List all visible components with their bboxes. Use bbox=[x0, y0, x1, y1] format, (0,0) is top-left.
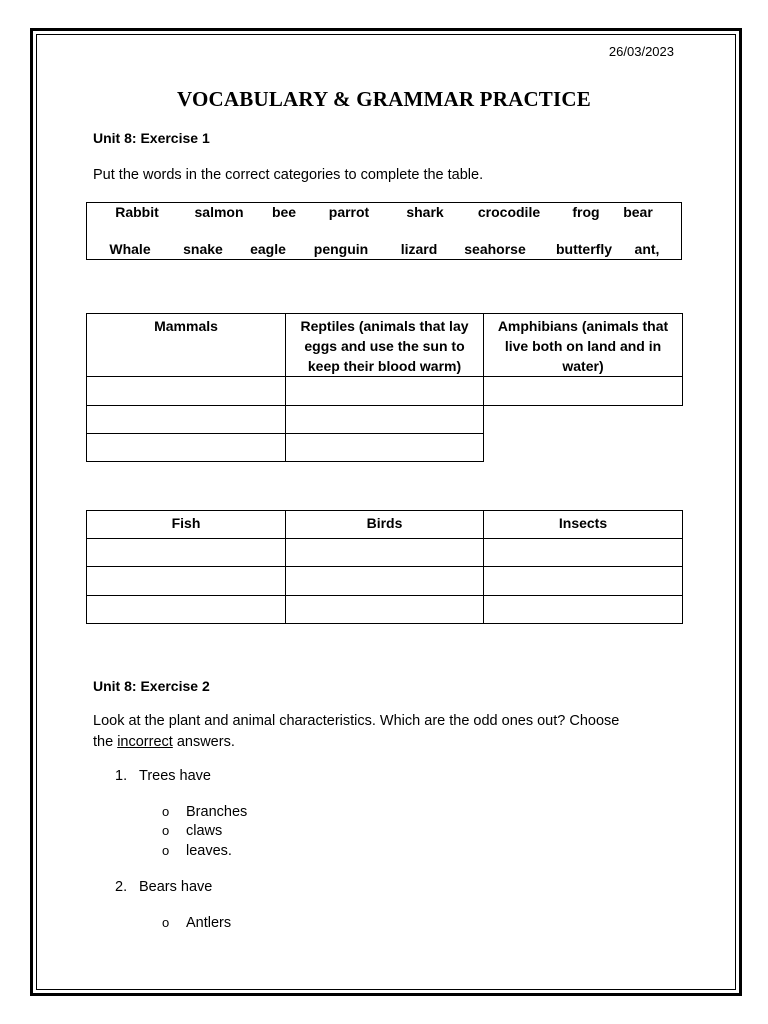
circle-bullet-icon: o bbox=[162, 915, 170, 930]
option-item[interactable] bbox=[0, 823, 768, 843]
word-bank bbox=[86, 202, 682, 260]
word-bank-word: frog bbox=[572, 204, 600, 220]
option-text: claws bbox=[186, 823, 223, 839]
answer-cell[interactable] bbox=[286, 596, 484, 624]
answer-cell[interactable] bbox=[484, 377, 683, 406]
category-table-1 bbox=[86, 313, 683, 462]
word-bank-word: butterfly bbox=[556, 241, 612, 257]
category-table-2 bbox=[86, 510, 683, 624]
date: 26/03/2023 bbox=[608, 44, 674, 59]
table-header-fish: Fish bbox=[87, 511, 286, 539]
table-header-reptiles: Reptiles (animals that lay eggs and use the sun to keep their blood warm) bbox=[286, 314, 484, 377]
question-2 bbox=[0, 879, 768, 899]
option-item[interactable] bbox=[0, 804, 768, 824]
answer-cell[interactable] bbox=[484, 596, 683, 624]
word-bank-word: Whale bbox=[109, 241, 151, 257]
word-bank-word: crocodile bbox=[477, 204, 541, 220]
option-text: leaves. bbox=[186, 843, 232, 859]
answer-cell[interactable] bbox=[87, 596, 286, 624]
option-item[interactable] bbox=[0, 915, 768, 935]
option-text: Branches bbox=[186, 804, 248, 820]
question-number: 2. bbox=[115, 879, 128, 895]
instruction-text: the bbox=[93, 734, 118, 750]
word-bank-word: salmon bbox=[194, 204, 244, 220]
word-bank-word: seahorse bbox=[464, 241, 526, 257]
answer-cell[interactable] bbox=[286, 434, 484, 462]
table-header-birds: Birds bbox=[286, 511, 484, 539]
answer-cell[interactable] bbox=[484, 539, 683, 567]
exercise-2-heading: Unit 8: Exercise 2 bbox=[93, 678, 210, 694]
word-bank-row-2 bbox=[87, 241, 681, 261]
question-number: 1. bbox=[115, 768, 128, 784]
option-item[interactable] bbox=[0, 843, 768, 863]
circle-bullet-icon: o bbox=[162, 804, 170, 819]
exercise-2-instruction-line-1: Look at the plant and animal characteristics. Which are the odd ones out? Choose bbox=[93, 713, 620, 729]
word-bank-word: bee bbox=[271, 204, 297, 220]
word-bank-word: parrot bbox=[328, 204, 370, 220]
instruction-underlined-word: incorrect bbox=[117, 734, 173, 750]
answer-cell[interactable] bbox=[286, 406, 484, 434]
word-bank-word: lizard bbox=[400, 241, 438, 257]
word-bank-word: snake bbox=[183, 241, 223, 257]
word-bank-word: shark bbox=[406, 204, 444, 220]
word-bank-word: ant, bbox=[634, 241, 660, 257]
blank-space bbox=[484, 406, 683, 434]
word-bank-word: Rabbit bbox=[115, 204, 159, 220]
table-header-insects: Insects bbox=[484, 511, 683, 539]
answer-cell[interactable] bbox=[484, 567, 683, 596]
word-bank-word: bear bbox=[623, 204, 653, 220]
option-text: Antlers bbox=[186, 915, 232, 931]
answer-cell[interactable] bbox=[286, 567, 484, 596]
question-1 bbox=[0, 768, 768, 788]
exercise-1-instruction: Put the words in the correct categories to complete the table. bbox=[93, 167, 484, 183]
answer-cell[interactable] bbox=[87, 567, 286, 596]
exercise-2-instruction-line-2 bbox=[93, 732, 235, 753]
instruction-text: answers. bbox=[172, 734, 235, 750]
answer-cell[interactable] bbox=[87, 406, 286, 434]
question-text: Trees have bbox=[139, 768, 211, 784]
table-header-amphibians: Amphibians (animals that live both on land and in water) bbox=[484, 314, 683, 377]
answer-cell[interactable] bbox=[87, 434, 286, 462]
page-title: VOCABULARY & GRAMMAR PRACTICE bbox=[177, 87, 591, 111]
word-bank-word: penguin bbox=[313, 241, 369, 257]
blank-space bbox=[484, 434, 683, 462]
word-bank-row-1 bbox=[87, 204, 681, 224]
circle-bullet-icon: o bbox=[162, 843, 170, 858]
answer-cell[interactable] bbox=[286, 377, 484, 406]
answer-cell[interactable] bbox=[286, 539, 484, 567]
answer-cell[interactable] bbox=[87, 377, 286, 406]
answer-cell[interactable] bbox=[87, 539, 286, 567]
word-bank-word: eagle bbox=[250, 241, 286, 257]
table-header-mammals: Mammals bbox=[87, 314, 286, 377]
exercise-1-heading: Unit 8: Exercise 1 bbox=[93, 130, 210, 146]
question-text: Bears have bbox=[139, 879, 213, 895]
circle-bullet-icon: o bbox=[162, 823, 170, 838]
